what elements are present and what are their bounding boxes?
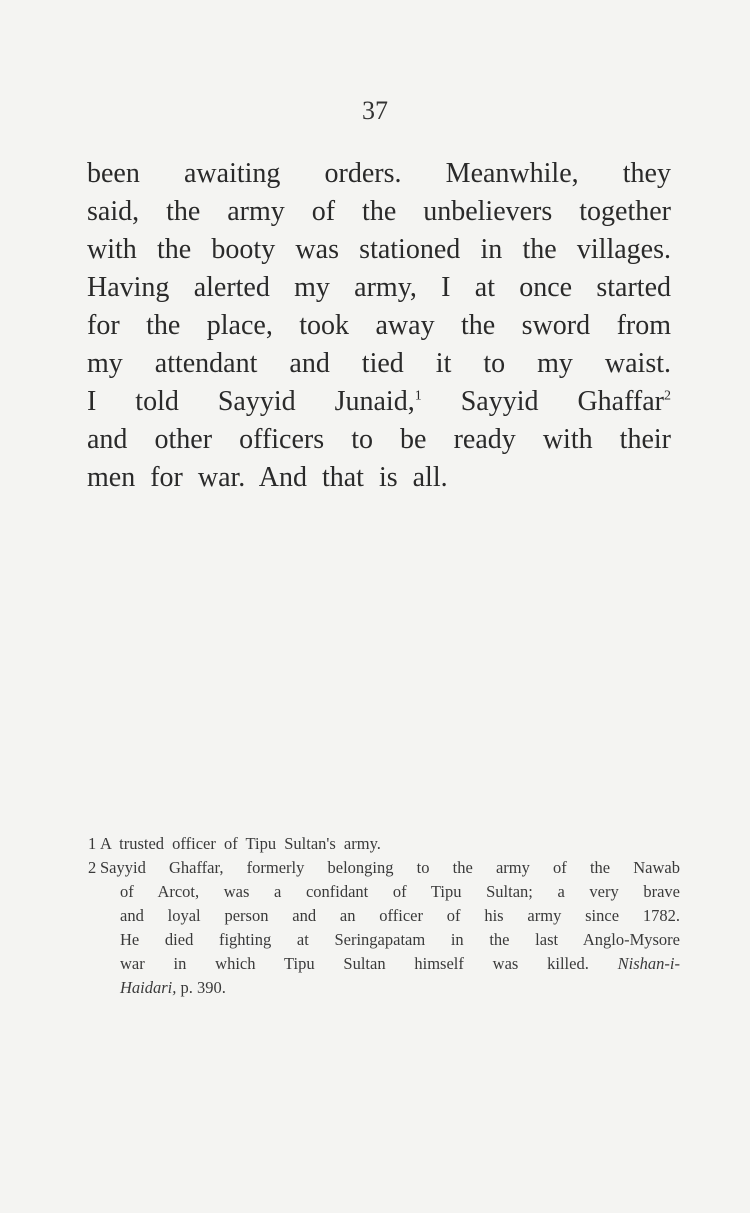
body-line: been awaiting orders. Meanwhile, they — [87, 158, 671, 189]
footnote-text-segment: war in which Tipu Sultan himself was killed. — [120, 954, 589, 973]
body-line: Having alerted my army, I at once started — [87, 272, 671, 303]
footnote-marker: 2 — [88, 858, 97, 877]
citation-title: Haidari, — [120, 978, 177, 997]
footnote-ref-1: 1 — [414, 388, 422, 404]
body-line: my attendant and tied it to my waist. — [87, 348, 671, 379]
body-text-segment: Sayyid Ghaffar — [460, 386, 665, 417]
page-number: 37 — [362, 96, 388, 125]
body-line-with-footnote-refs — [87, 383, 671, 421]
body-line: with the booty was stationed in the villages. — [87, 234, 671, 265]
body-line: men for war. And that is all. — [87, 462, 448, 493]
footnote-marker: 1 — [88, 834, 97, 853]
body-line: said, the army of the unbelievers together — [87, 196, 671, 227]
citation-title: Nishan-i- — [617, 954, 681, 973]
footnote-1 — [88, 832, 680, 856]
footnote-line-with-citation — [88, 976, 680, 1000]
footnote-line: A trusted officer of Tipu Sultan's army. — [100, 834, 381, 853]
footnote-2 — [88, 856, 680, 1000]
footnote-line-with-citation — [88, 952, 680, 976]
body-line: for the place, took away the sword from — [87, 310, 671, 341]
footnote-line: Sayyid Ghaffar, formerly belonging to the army of the Nawab — [100, 858, 680, 877]
footnote-line: and loyal person and an officer of his army since 1782. — [120, 906, 680, 925]
footnotes — [88, 832, 680, 1000]
footnote-line: He died fighting at Seringapatam in the last Anglo-Mysore — [120, 930, 680, 949]
footnote-ref-2: 2 — [664, 388, 672, 404]
body-line: and other officers to be ready with their — [87, 424, 671, 455]
body-text-segment: I told Sayyid Junaid, — [87, 386, 415, 417]
body-text — [87, 155, 671, 497]
footnote-line: of Arcot, was a confidant of Tipu Sultan; a very brave — [120, 882, 680, 901]
citation-page: p. 390. — [180, 978, 226, 997]
